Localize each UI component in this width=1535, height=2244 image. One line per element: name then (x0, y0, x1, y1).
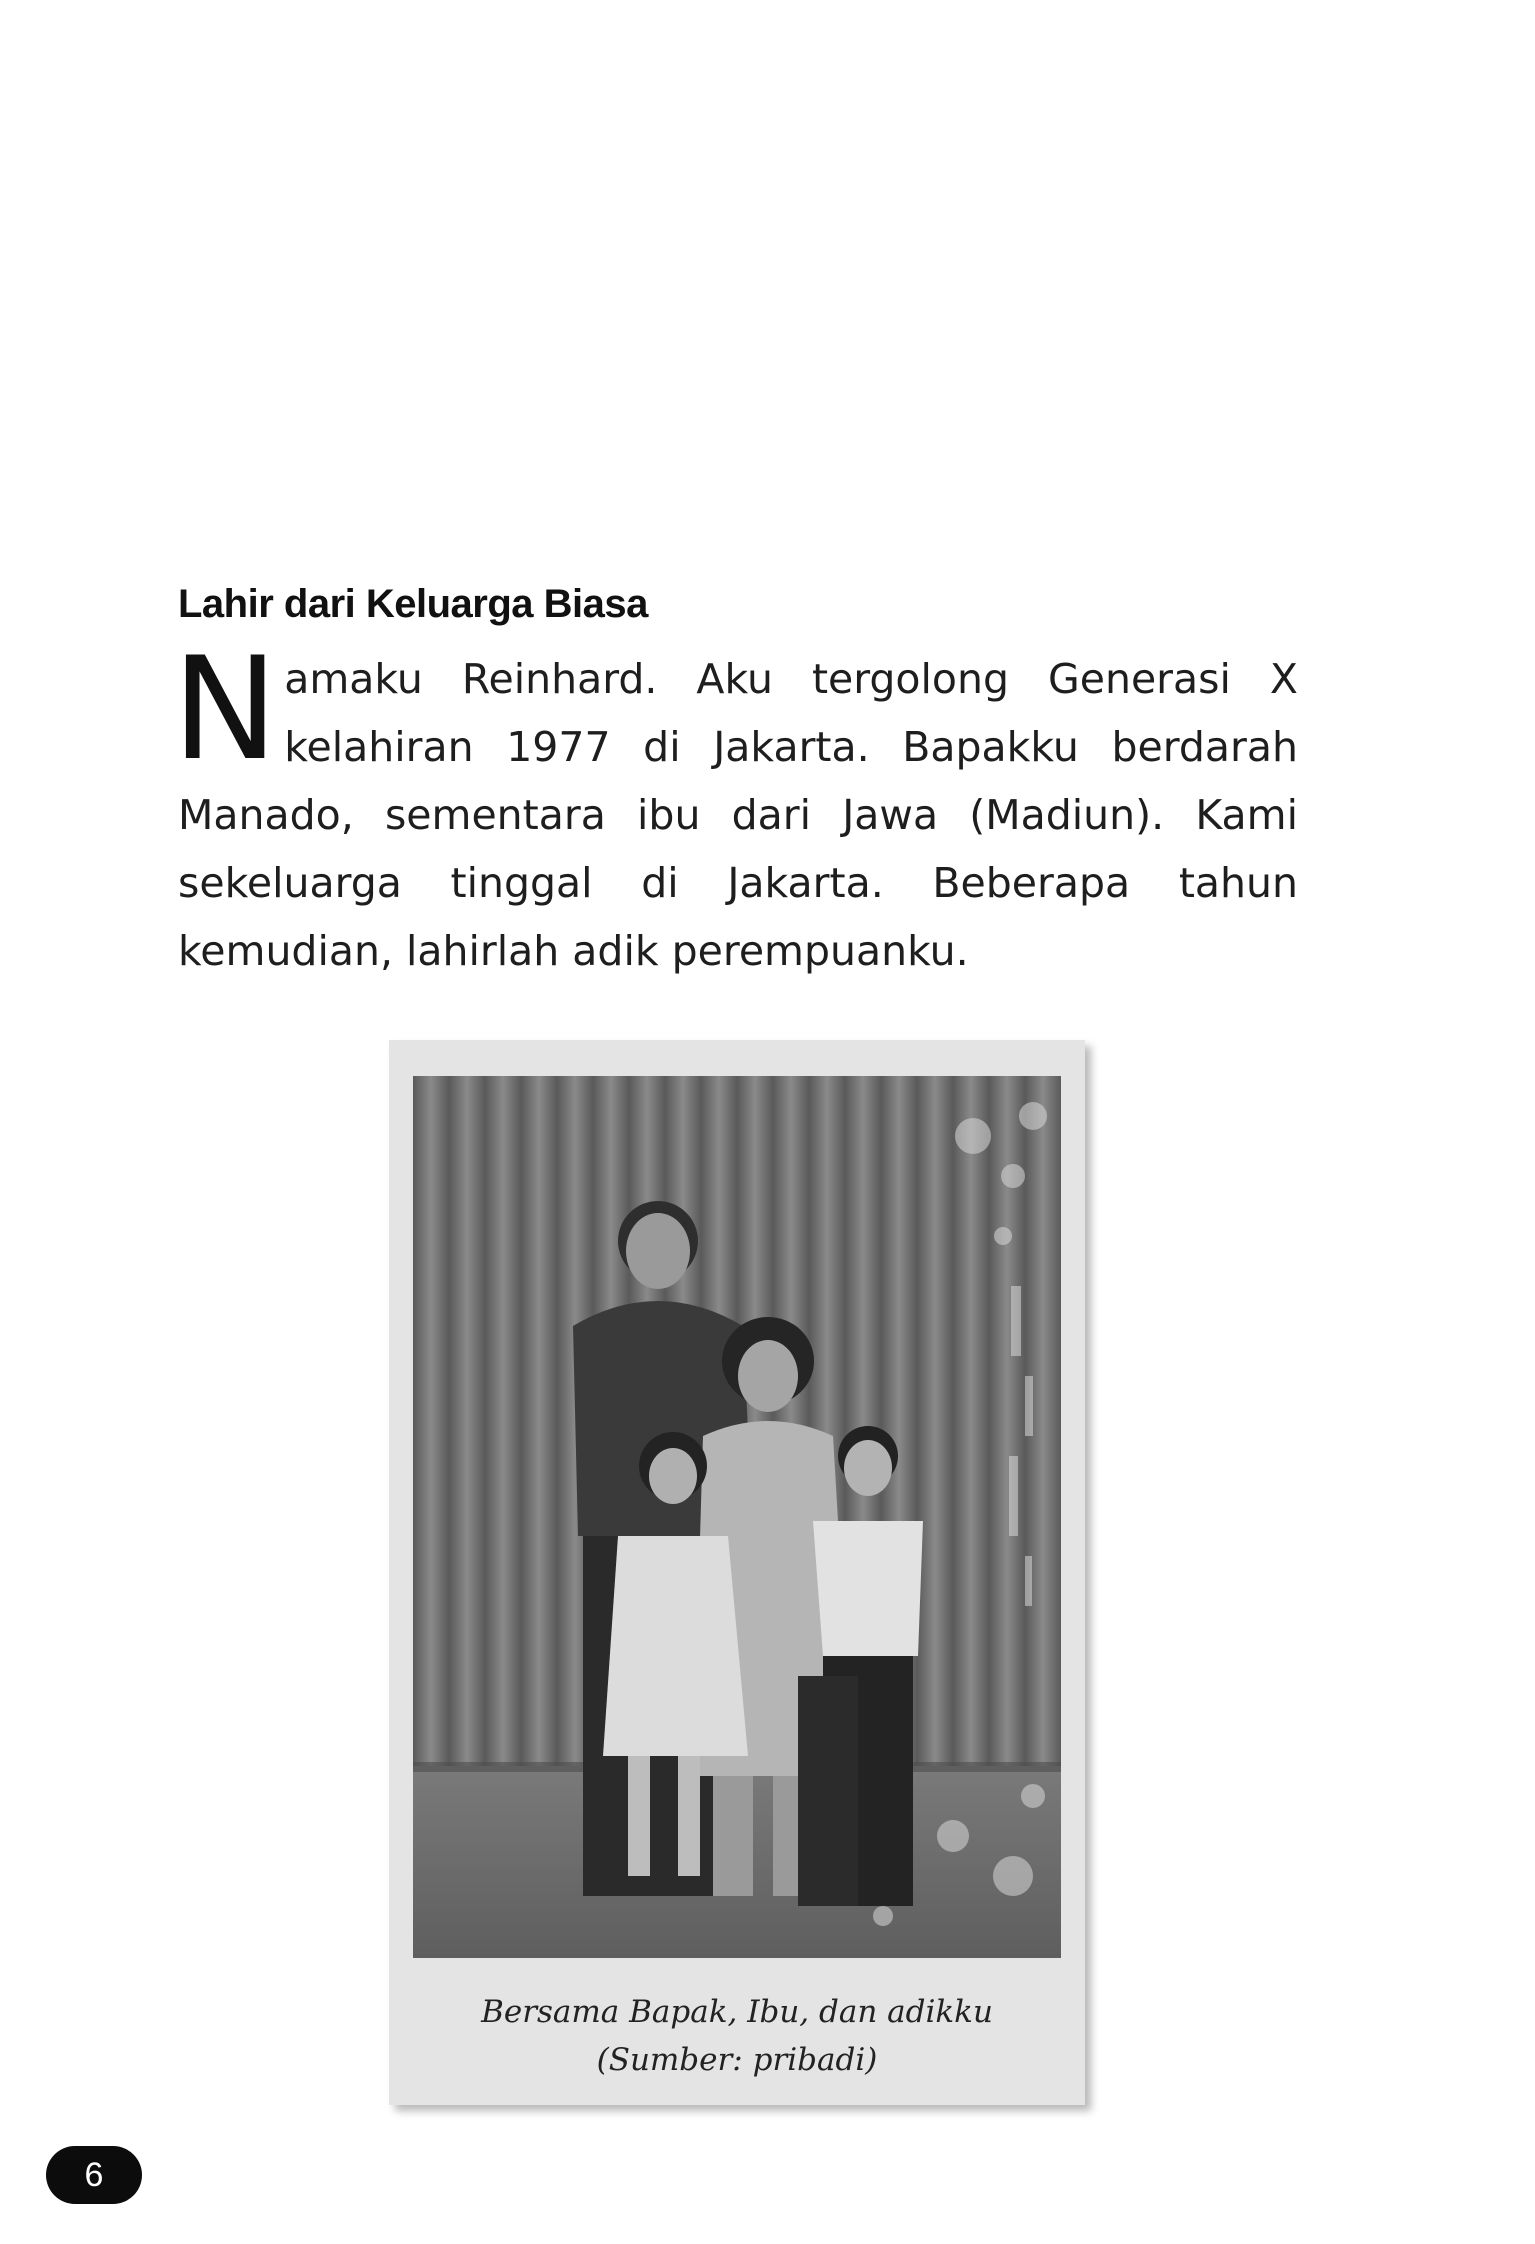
drop-cap: N (172, 627, 279, 792)
section-heading: Lahir dari Keluarga Biasa (178, 582, 648, 626)
page-number: 6 (46, 2146, 142, 2204)
paragraph-text: amaku Reinhard. Aku tergolong Generasi X kelahiran 1977 di Jakarta. Bapakku berdarah Manado, sementara ibu dari Jawa (Madiun). Kami sekeluarga tinggal di Jakarta. Beberapa tahun kemudian, lahirlah adik perempuanku. (178, 655, 1298, 975)
caption-line-2: (Sumber: pribadi) (596, 2042, 878, 2078)
body-paragraph (172, 627, 1298, 985)
photo-caption (389, 1988, 1085, 2084)
photo-frame (389, 1040, 1085, 2105)
caption-line-1: Bersama Bapak, Ibu, dan adikku (481, 1994, 993, 2030)
family-photo (413, 1076, 1061, 1958)
